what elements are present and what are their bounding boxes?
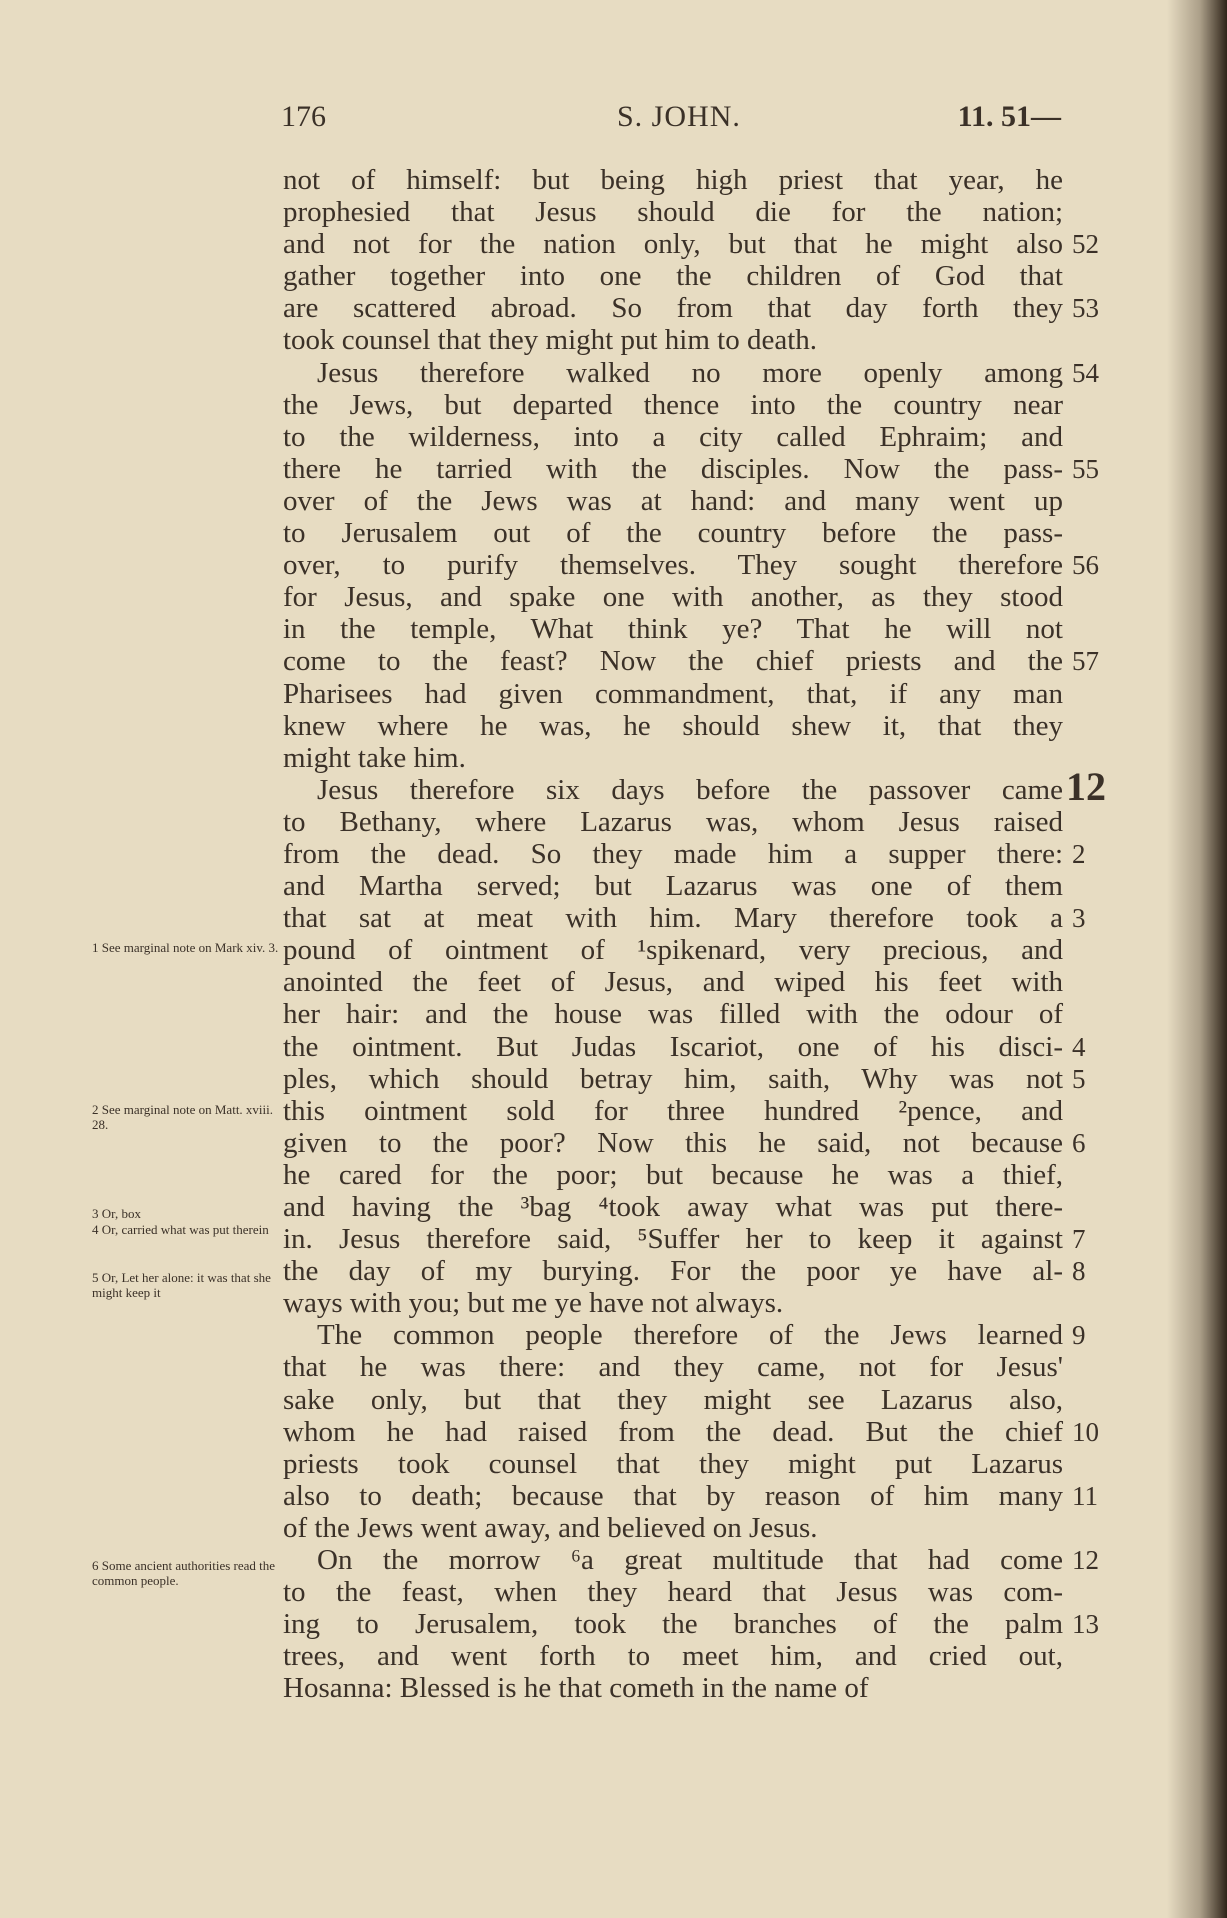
text-line (283, 763, 1106, 809)
line-text: he cared for the poor; but because he was a thief, (283, 1158, 1063, 1191)
verse-number: 3 (1072, 903, 1086, 934)
verse-number: 10 (1072, 1416, 1099, 1447)
text-line (283, 710, 1063, 742)
text-line (283, 549, 1099, 582)
margin-note: 3 Or, box (92, 1206, 141, 1221)
line-text: from the dead. So they made him a supper there: (283, 837, 1063, 870)
text-line (283, 1126, 1086, 1159)
text-line (283, 645, 1099, 678)
text-line (283, 260, 1063, 292)
verse-number: 12 (1072, 1545, 1099, 1576)
text-line (283, 1448, 1063, 1480)
page-number: 176 (281, 100, 326, 133)
line-text: priests took counsel that they might put Lazarus (283, 1447, 1063, 1480)
line-text: given to the poor? Now this he said, not because (283, 1126, 1063, 1159)
text-line (283, 164, 1063, 196)
line-text: to the feast, when they heard that Jesus was com- (283, 1576, 1063, 1609)
line-text: knew where he was, he should shew it, that they (283, 709, 1063, 742)
line-text: prophesied that Jesus should die for the nation; (283, 196, 1063, 229)
line-text: the day of my burying. For the poor ye have al- (283, 1255, 1063, 1288)
text-line (283, 1384, 1063, 1416)
line-text: her hair: and the house was filled with the odour of (283, 998, 1063, 1031)
text-line (283, 1544, 1099, 1577)
line-text: and having the ³bag ⁴took away what was put there- (283, 1191, 1063, 1223)
line-text: over, to purify themselves. They sought therefore (283, 549, 1063, 582)
line-text: Hosanna: Blessed is he that cometh in the name of (283, 1672, 869, 1705)
line-text: that he was there: and they came, not for Jesus' (283, 1351, 1063, 1384)
verse-number: 54 (1072, 357, 1099, 388)
text-line (283, 1415, 1099, 1448)
line-text: for Jesus, and spake one with another, as they stood (283, 581, 1063, 614)
line-text: of the Jews went away, and believed on Jesus. (283, 1511, 818, 1544)
text-line (283, 678, 1063, 710)
text-line (283, 1095, 1063, 1127)
text-line (283, 998, 1063, 1030)
line-text: might take him. (283, 741, 466, 774)
verse-number: 2 (1072, 838, 1086, 869)
page-edge-shadow (1167, 0, 1227, 1918)
margin-note: 2 See marginal note on Matt. xviii. 28. (92, 1102, 274, 1132)
verse-number: 57 (1072, 646, 1099, 677)
line-text: to Bethany, where Lazarus was, whom Jesus raised (283, 805, 1063, 838)
text-line (283, 1512, 1063, 1544)
text-line (283, 837, 1086, 870)
text-line (283, 1030, 1086, 1063)
margin-note: 1 See marginal note on Mark xiv. 3. (92, 940, 279, 955)
margin-note: 5 Or, Let her alone: it was that she might keep it (92, 1270, 271, 1300)
text-line (283, 1672, 1063, 1704)
line-text: to the wilderness, into a city called Ephraim; and (283, 420, 1063, 453)
verse-number: 52 (1072, 229, 1099, 260)
text-line (283, 613, 1063, 645)
text-line (283, 1640, 1063, 1672)
text-line (283, 1608, 1099, 1641)
text-line (283, 1062, 1086, 1095)
line-text: The common people therefore of the Jews learned (317, 1319, 1063, 1352)
line-text: this ointment sold for three hundred ²pence, and (283, 1094, 1063, 1127)
text-line (283, 1191, 1063, 1223)
line-text: are scattered abroad. So from that day forth they (283, 292, 1063, 325)
text-line (283, 870, 1063, 902)
line-text: in. Jesus therefore said, ⁵Suffer her to keep it against (283, 1223, 1063, 1256)
verse-number: 5 (1072, 1063, 1086, 1094)
text-line (283, 1479, 1098, 1512)
verse-number: 56 (1072, 550, 1099, 581)
margin-note: 6 Some ancient authorities read the common people. (92, 1558, 276, 1588)
line-text: pound of ointment of ¹spikenard, very precious, and (283, 934, 1063, 967)
verse-number: 7 (1072, 1224, 1086, 1255)
text-line (283, 902, 1086, 935)
line-text: and Martha served; but Lazarus was one of them (283, 870, 1063, 903)
scripture-text (283, 164, 1106, 1705)
line-text: the Jews, but departed thence into the country near (283, 388, 1063, 421)
verse-number: 9 (1072, 1320, 1086, 1351)
line-text: over of the Jews was at hand: and many went up (283, 484, 1063, 517)
text-line (283, 292, 1099, 325)
line-text: there he tarried with the disciples. Now the pass- (283, 452, 1063, 485)
line-text: also to death; because that by reason of him many (283, 1479, 1063, 1512)
line-text: in the temple, What think ye? That he will not (283, 613, 1063, 646)
running-head (281, 100, 1061, 146)
text-line (283, 934, 1063, 966)
line-text: anointed the feet of Jesus, and wiped his feet with (283, 966, 1063, 999)
line-text: come to the feast? Now the chief priests and the (283, 645, 1063, 678)
verse-number: 55 (1072, 453, 1099, 484)
line-text: ing to Jerusalem, took the branches of the palm (283, 1608, 1063, 1641)
verse-number: 53 (1072, 293, 1099, 324)
line-text: ways with you; but me ye have not always. (283, 1287, 784, 1320)
line-text: gather together into one the children of God that (283, 260, 1063, 293)
line-text: sake only, but that they might see Lazarus also, (283, 1383, 1063, 1416)
text-line (283, 1576, 1063, 1608)
text-line (283, 1287, 1063, 1319)
text-line (283, 806, 1063, 838)
line-text: not of himself: but being high priest that year, he (283, 164, 1063, 196)
line-text: that sat at meat with him. Mary therefore took a (283, 902, 1063, 935)
text-line (283, 196, 1063, 228)
line-text: Jesus therefore six days before the passover came (317, 773, 1063, 806)
text-line (283, 966, 1063, 998)
text-line (283, 1319, 1086, 1352)
text-line (283, 742, 1063, 774)
chapter-reference: 11. 51— (957, 100, 1061, 133)
verse-number: 8 (1072, 1256, 1086, 1287)
text-line (283, 324, 1063, 356)
line-text: and not for the nation only, but that he might also (283, 228, 1063, 261)
line-text: ples, which should betray him, saith, Why was not (283, 1062, 1063, 1095)
text-line (283, 1351, 1063, 1383)
verse-number: 4 (1072, 1031, 1086, 1062)
line-text: the ointment. But Judas Iscariot, one of his disci- (283, 1030, 1063, 1063)
text-line (283, 1223, 1086, 1256)
line-text: to Jerusalem out of the country before the pass- (283, 517, 1063, 550)
line-text: took counsel that they might put him to death. (283, 324, 818, 357)
text-line (283, 389, 1063, 421)
book-title: S. JOHN. (617, 100, 741, 133)
verse-number: 6 (1072, 1127, 1086, 1158)
line-text: Jesus therefore walked no more openly among (317, 356, 1063, 389)
text-line (283, 1159, 1063, 1191)
verse-number: 13 (1072, 1609, 1099, 1640)
line-text: On the morrow ⁶a great multitude that had come (317, 1544, 1063, 1577)
text-line (283, 581, 1063, 613)
text-line (283, 452, 1099, 485)
line-text: trees, and went forth to meet him, and cried out, (283, 1640, 1063, 1673)
line-text: whom he had raised from the dead. But the chief (283, 1415, 1063, 1448)
text-line (283, 228, 1099, 261)
text-line (283, 517, 1063, 549)
chapter-number: 12 (1066, 763, 1106, 809)
line-text: Pharisees had given commandment, that, if any man (283, 677, 1063, 710)
text-line (283, 356, 1099, 389)
verse-number: 11 (1072, 1480, 1098, 1511)
text-line (283, 1255, 1086, 1288)
text-line (283, 421, 1063, 453)
margin-note: 4 Or, carried what was put therein (92, 1222, 269, 1237)
text-line (283, 485, 1063, 517)
